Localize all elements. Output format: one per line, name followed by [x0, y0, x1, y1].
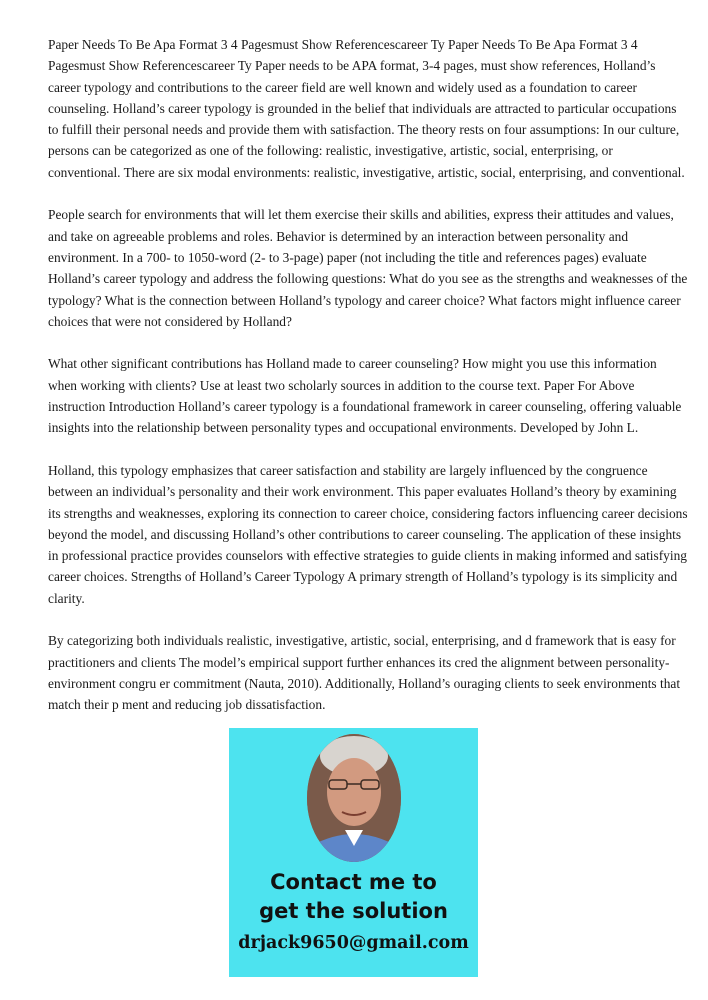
portrait-illustration [307, 734, 401, 862]
paragraph: By categorizing both individuals realistic, investigative, artistic, social, enterprising, and d framework that is easy for practitioners and clients The model’s empirical support further enhances its cred the alignment between personality-environment congru er commitment (Nauta, 2010). Additionally, Holland’s ouraging clients to seek environments that match their p ment and reducing job dissatisfaction. [48, 633, 681, 713]
contact-email-link[interactable]: drjack9650@gmail.com [238, 933, 469, 953]
contact-promo-banner[interactable] [229, 728, 478, 977]
paragraph: Paper Needs To Be Apa Format 3 4 Pagesmust Show Referencescareer Ty Paper Needs To Be Apa Format 3 4 Pagesmust Show Referencescareer Ty Paper needs to be APA format, 3-4 pages, must show references, Holland’s career typology and contributions to the career field are well known and widely used as a foundation to career counseling. Holland’s career typology is grounded in the belief that individuals are attracted to particular occupations to fulfill their personal needs and provide them with satisfaction. The theory rests on four assumptions: In our culture, persons can be categorized as one of the following: realistic, investigative, artistic, social, enterprising, or conventional. There are six modal environments: realistic, investigative, artistic, social, enterprising, and conventional. [48, 37, 685, 180]
cta-line-1: Contact me to [270, 870, 437, 894]
contact-call-to-action [229, 868, 478, 926]
paragraph: Holland, this typology emphasizes that career satisfaction and stability are largely influenced by the congruence between an individual’s personality and their work environment. This paper evaluates Holland’s theory by examining its strengths and weaknesses, exploring its connection to career choice, considering factors influencing career decisions beyond the model, and discussing Holland’s other contributions to career counseling. The application of these insights in professional practice provides counselors with effective strategies to guide clients in making informed and satisfying career choices. Strengths of Holland’s Career Typology A primary strength of Holland’s typology is its simplicity and clarity. [48, 462, 688, 606]
cta-line-2: get the solution [259, 899, 448, 923]
person-portrait-image [307, 734, 401, 862]
paragraph: People search for environments that will let them exercise their skills and abilities, express their attitudes and values, and take on agreeable problems and roles. Behavior is determined by an interaction between personality and environment. In a 700- to 1050-word (2- to 3-page) paper (not including the title and references pages) evaluate Holland’s career typology and address the following questions: What do you see as the strengths and weaknesses of the typology? What is the connection between Holland’s typology and career choice? What factors might influence career choices that were not considered by Holland? [48, 207, 688, 329]
document-body [48, 34, 688, 737]
paragraph: What other significant contributions has Holland made to career counseling? How might you use this information when working with clients? Use at least two scholarly sources in addition to the course text. Paper For Above instruction Introduction Holland’s career typology is a foundational framework in career counseling, offering valuable insights into the relationship between personality types and occupational environments. Developed by John L. [48, 356, 682, 436]
